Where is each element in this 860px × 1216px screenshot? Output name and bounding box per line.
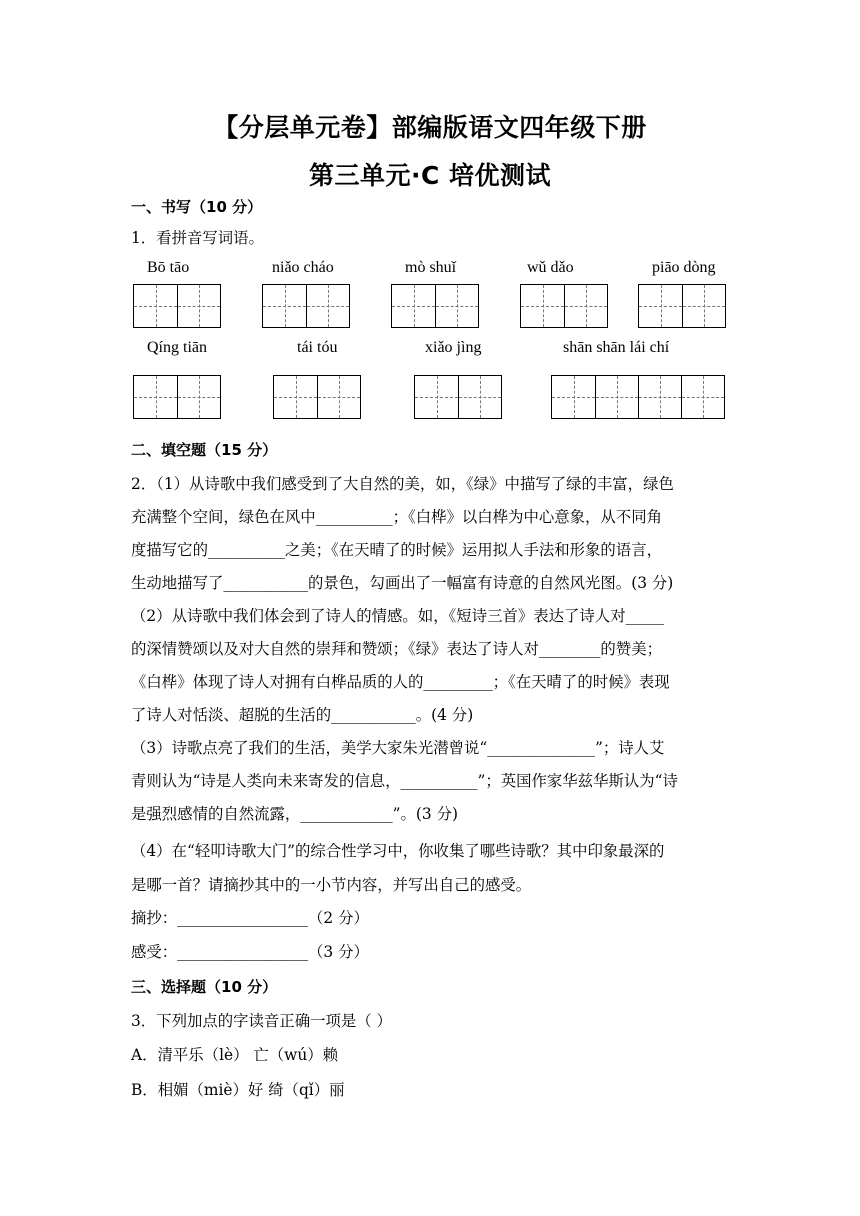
writing-grid[interactable] <box>551 375 725 419</box>
fill-blank-line: 度描写它的__________之美；《在天晴了的时候》运用拟人手法和形象的语言， <box>131 541 662 559</box>
writing-grid[interactable] <box>414 375 502 419</box>
fill-blank-line: 了诗人对恬淡、超脱的生活的___________。(4 分) <box>131 706 474 724</box>
page-subtitle: 第三单元·C 培优测试 <box>308 161 552 190</box>
excerpt-answer-line: 摘抄：_________________（2 分） <box>131 909 369 927</box>
page-title: 【分层单元卷】部编版语文四年级下册 <box>213 113 647 142</box>
section-heading-multiple-choice: 三、选择题（10 分） <box>131 978 278 996</box>
fill-blank-line: 的深情赞颂以及对大自然的崇拜和赞颂；《绿》表达了诗人对________的赞美； <box>131 640 662 658</box>
writing-grid[interactable] <box>262 284 350 328</box>
writing-grid[interactable] <box>638 284 726 328</box>
section-heading-writing: 一、书写（10 分） <box>131 198 263 216</box>
question-3-prompt: 3．下列加点的字读音正确一项是（ ） <box>131 1012 392 1030</box>
fill-blank-line: 《白桦》体现了诗人对拥有白桦品质的人的_________；《在天晴了的时候》表现 <box>131 673 670 691</box>
feeling-answer-line: 感受：_________________（3 分） <box>131 943 369 961</box>
fill-blank-line: 是哪一首？请摘抄其中的一小节内容，并写出自己的感受。 <box>131 876 532 894</box>
pinyin-label: mò shuǐ <box>405 259 457 276</box>
pinyin-label: wǔ dǎo <box>527 259 574 276</box>
choice-option-b: B．相媚（miè）好 绮（qǐ）丽 <box>131 1081 345 1099</box>
pinyin-label: xiǎo jìng <box>425 339 482 356</box>
writing-grid-row <box>0 375 860 419</box>
pinyin-label: Bō tāo <box>147 259 190 276</box>
pinyin-label: niǎo cháo <box>272 259 334 276</box>
fill-blank-line: （2）从诗歌中我们体会到了诗人的情感。如，《短诗三首》表达了诗人对_____ <box>131 607 665 625</box>
fill-blank-line: （3）诗歌点亮了我们的生活，美学大家朱光潜曾说“______________”；诗人艾 <box>131 739 665 757</box>
pinyin-label: shān shān lái chí <box>563 339 670 356</box>
pinyin-label: tái tóu <box>297 339 338 356</box>
fill-blank-line: 2．（1）从诗歌中我们感受到了大自然的美，如，《绿》中描写了绿的丰富，绿色 <box>131 475 674 493</box>
writing-grid-row <box>0 284 860 328</box>
writing-grid[interactable] <box>520 284 608 328</box>
choice-option-a: A．清平乐（lè） 亡（wú）赖 <box>131 1046 339 1064</box>
fill-blank-line: （4）在“轻叩诗歌大门”的综合性学习中，你收集了哪些诗歌？其中印象最深的 <box>131 842 665 860</box>
fill-blank-line: 青则认为“诗是人类向未来寄发的信息，__________”；英国作家华兹华斯认为“诗 <box>131 772 678 790</box>
fill-blank-line: 生动地描写了___________的景色，勾画出了一幅富有诗意的自然风光图。(3 分) <box>131 574 674 592</box>
section-heading-fill-blank: 二、填空题（15 分） <box>131 441 278 459</box>
pinyin-label: Qíng tiān <box>147 339 207 356</box>
writing-grid[interactable] <box>133 375 221 419</box>
writing-grid[interactable] <box>391 284 479 328</box>
writing-grid[interactable] <box>133 284 221 328</box>
fill-blank-line: 充满整个空间，绿色在风中__________；《白桦》以白桦为中心意象，从不同角 <box>131 508 662 526</box>
pinyin-label: piāo dòng <box>652 259 716 276</box>
writing-grid[interactable] <box>273 375 361 419</box>
fill-blank-line: 是强烈感情的自然流露，____________”。(3 分) <box>131 805 458 823</box>
question-1-prompt: 1．看拼音写词语。 <box>131 229 264 247</box>
